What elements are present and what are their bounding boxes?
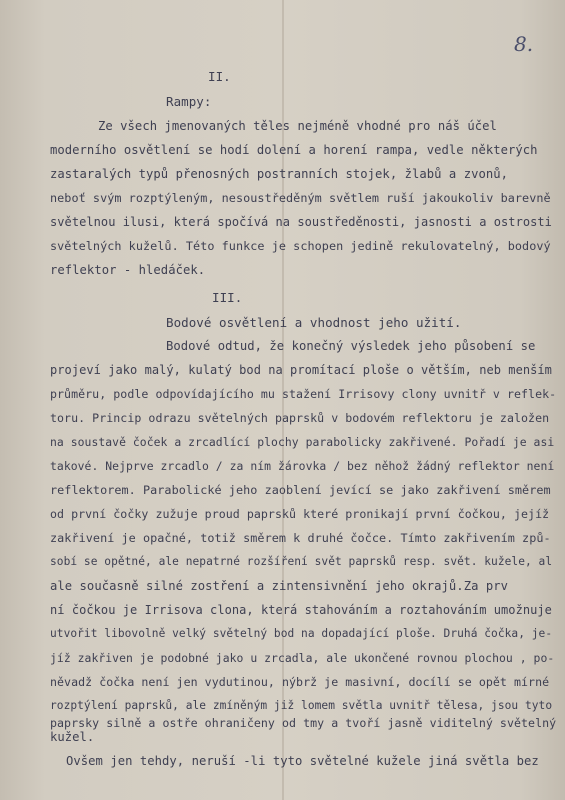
text-line: reflektorem. Parabolické jeho zaoblení jevící se jako zakřivení směrem [50,483,551,497]
text-line: ale současně silné zostření a zintensivnění jeho okrajů.Za prv [50,579,509,593]
text-line: něvadž čočka není jen vydutinou, nýbrž je masivní, docílí se opět mírné [50,675,550,689]
text-line: paprsky silně a ostře ohraničeny od tmy a tvoří jasně viditelný světelný [50,716,557,730]
section-ii-numeral: II. [208,69,231,84]
text-line: toru. Princip odrazu světelných paprsků v bodovém reflektoru je založen [50,411,550,425]
section-ii-title: Rampy: [166,94,212,109]
text-line: Ze všech jmenovaných těles nejméně vhodné pro náš účel [98,119,497,133]
text-line: na soustavě čoček a zrcadlící plochy parabolicky zakřivené. Pořadí je asi [50,435,555,449]
text-line: kužel. [50,730,95,744]
text-line: Ovšem jen tehdy, neruší -li tyto světelné kužele jiná světla bez [66,754,539,768]
text-line: ní čočkou je Irrisova clona, která stahováním a roztahováním umožnuje [50,603,552,617]
text-line: projeví jako malý, kulatý bod na promítací ploše o větším, neb menším [50,363,552,377]
text-line: utvořit libovolně velký světelný bod na dopadající ploše. Druhá čočka, je- [50,627,553,640]
text-line: takové. Nejprve zrcadlo / za ním žárovka / bez něhož žádný reflektor není [50,459,555,473]
text-line: rozptýlení paprsků, ale zmíněným již lomem světla uvnitř tělesa, jsou tyto [50,699,553,712]
text-line: od první čočky zužuje proud paprsků které pronikají první čočkou, jejíž [50,507,550,521]
text-line: jíž zakřiven je podobné jako u zrcadla, ale ukončené rovnou plochou , po- [50,651,555,665]
text-line: zastaralých typů přenosných postranních stojek, žlabů a zvonů, [50,167,509,181]
section-iii-numeral: III. [212,290,243,305]
page-number: 8. [514,32,534,56]
text-line: světelnou ilusi, která spočívá na soustředěnosti, jasnosti a ostrosti [50,215,552,229]
text-line: průměru, podle odpovídajícího mu stažení Irrisovy clony uvnitř v reflek- [50,387,557,401]
text-line: moderního osvětlení se hodí dolení a horení rampa, vedle některých [50,143,538,157]
text-line: Bodové odtud, že konečný výsledek jeho působení se [166,339,536,353]
text-line: reflektor - hledáček. [50,263,206,277]
text-line: neboť svým rozptýleným, nesoustředěným světlem ruší jakoukoliv barevně [50,191,551,205]
text-line: světelných kuželů. Této funkce je schopen jedině rekulovatelný, bodový [50,239,551,253]
section-iii-title: Bodové osvětlení a vhodnost jeho užití. [166,315,462,330]
text-line: zakřivení je opačné, totiž směrem k druhé čočce. Tímto zakřivením způ- [50,531,551,545]
text-line: sobí se opětné, ale nepatrné rozšíření svět paprsků resp. svět. kužele, al [50,555,553,568]
